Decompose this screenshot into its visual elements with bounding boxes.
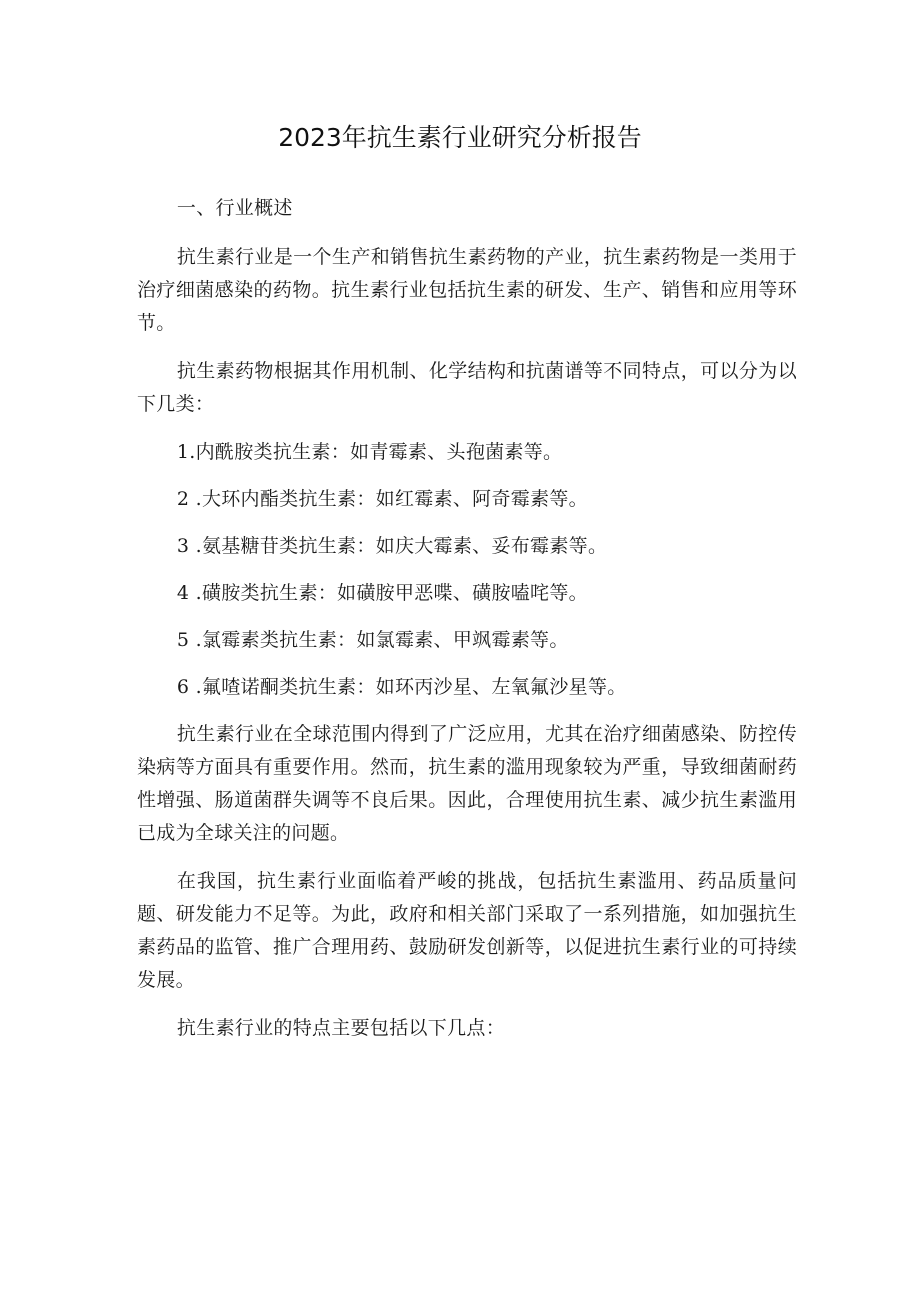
- list-item-3: 3 .氨基糖苷类抗生素：如庆大霉素、妥布霉素等。: [176, 535, 608, 557]
- section-heading: 一、行业概述: [176, 197, 293, 219]
- paragraph-features-intro: 抗生素行业的特点主要包括以下几点：: [176, 1017, 505, 1039]
- paragraph-classification-intro: 抗生素药物根据其作用机制、化学结构和抗菌谱等不同特点，可以分为以下几类：: [137, 360, 797, 415]
- list-item-4: 4 .磺胺类抗生素：如磺胺甲恶喋、磺胺嗑咤等。: [176, 582, 588, 604]
- paragraph-overview: 抗生素行业是一个生产和销售抗生素药物的产业，抗生素药物是一类用于治疗细菌感染的药物。抗生素行业包括抗生素的研发、生产、销售和应用等环节。: [137, 246, 797, 334]
- list-item-5: 5 .氯霉素类抗生素：如氯霉素、甲飒霉素等。: [176, 629, 569, 651]
- list-item-6: 6 .氟喳诺酮类抗生素：如环丙沙星、左氧氟沙星等。: [176, 676, 627, 698]
- list-item-1: 1.内酰胺类抗生素：如青霉素、头孢菌素等。: [176, 441, 563, 463]
- list-item-2: 2 .大环内酯类抗生素：如红霉素、阿奇霉素等。: [176, 488, 588, 510]
- paragraph-china-challenges: 在我国，抗生素行业面临着严峻的挑战，包括抗生素滥用、药品质量问题、研发能力不足等。为此，政府和相关部门采取了一系列措施，如加强抗生素药品的监管、推广合理用药、鼓励研发创新等，以促进抗生素行业的可持续发展。: [137, 870, 797, 991]
- document-title: 2023年抗生素行业研究分析报告: [278, 123, 642, 152]
- paragraph-global-usage: 抗生素行业在全球范围内得到了广泛应用，尤其在治疗细菌感染、防控传染病等方面具有重要作用。然而，抗生素的滥用现象较为严重，导致细菌耐药性增强、肠道菌群失调等不良后果。因此，合理使用抗生素、减少抗生素滥用已成为全球关注的问题。: [137, 723, 797, 844]
- document-body: [137, 192, 797, 1060]
